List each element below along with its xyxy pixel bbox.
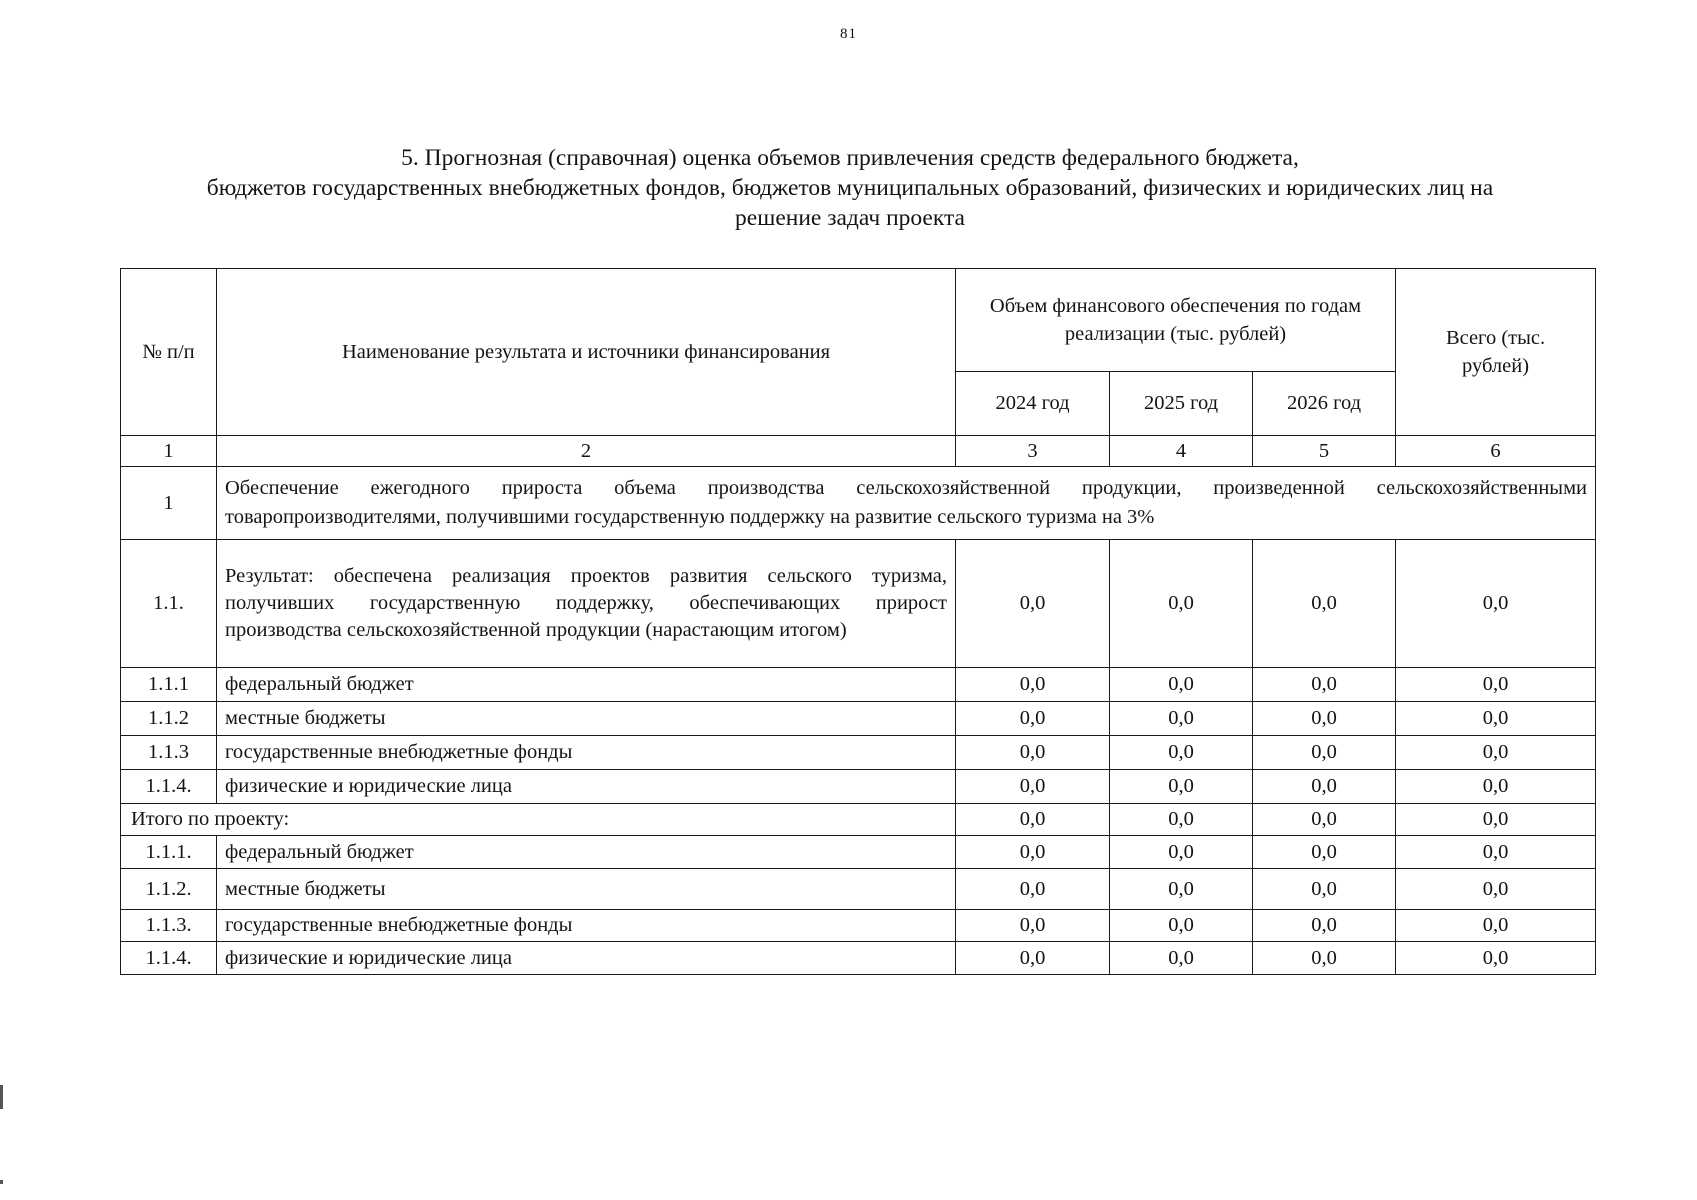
result-value-2026: 0,0	[1253, 540, 1396, 668]
table-row	[121, 736, 1596, 770]
row-value-2025: 0,0	[1110, 702, 1253, 736]
title-line-1: 5. Прогнозная (справочная) оценка объемов привлечения средств федерального бюджета,	[401, 145, 1299, 171]
row-num: 1.1.2	[121, 702, 217, 736]
total-label: Итого по проекту:	[121, 804, 956, 836]
row-num: 1.1.4.	[121, 942, 217, 975]
row-value-2026: 0,0	[1253, 836, 1396, 869]
result-value-2024: 0,0	[956, 540, 1110, 668]
row-source-name: местные бюджеты	[217, 869, 956, 910]
row-value-2025: 0,0	[1110, 942, 1253, 975]
row-value-2025: 0,0	[1110, 836, 1253, 869]
total-source-row	[121, 836, 1596, 869]
row-value-2026: 0,0	[1253, 668, 1396, 702]
column-number: 5	[1253, 436, 1396, 467]
total-row	[121, 804, 1596, 836]
row-value-2024: 0,0	[956, 942, 1110, 975]
header-year-2024: 2024 год	[956, 372, 1110, 436]
row-value-2026: 0,0	[1253, 770, 1396, 804]
header-name: Наименование результата и источники финансирования	[217, 269, 956, 436]
table-row	[121, 668, 1596, 702]
row-value-2024: 0,0	[956, 770, 1110, 804]
row-value-2024: 0,0	[956, 869, 1110, 910]
row-value-total: 0,0	[1396, 668, 1596, 702]
column-numbers-row	[121, 436, 1596, 467]
total-value-2024: 0,0	[956, 804, 1110, 836]
row-value-2026: 0,0	[1253, 702, 1396, 736]
row-source-name: федеральный бюджет	[217, 836, 956, 869]
row-value-total: 0,0	[1396, 770, 1596, 804]
row-num: 1.1.2.	[121, 869, 217, 910]
row-value-2024: 0,0	[956, 836, 1110, 869]
row-value-2026: 0,0	[1253, 942, 1396, 975]
row-source-name: федеральный бюджет	[217, 668, 956, 702]
column-number: 4	[1110, 436, 1253, 467]
result-row	[121, 540, 1596, 668]
header-volume: Объем финансового обеспечения по годам реализации (тыс. рублей)	[956, 269, 1396, 372]
column-number: 3	[956, 436, 1110, 467]
title-line-2: бюджетов государственных внебюджетных фондов, бюджетов муниципальных образований, физических и юридических лиц на	[206, 175, 1494, 201]
row-value-2024: 0,0	[956, 736, 1110, 770]
table-row	[121, 770, 1596, 804]
row-value-2026: 0,0	[1253, 736, 1396, 770]
row-num: 1.1.3	[121, 736, 217, 770]
result-value-2025: 0,0	[1110, 540, 1253, 668]
row-value-2025: 0,0	[1110, 869, 1253, 910]
result-text: Результат: обеспечена реализация проектов развития сельского туризма, получивших государственную поддержку, обеспечивающих прирост производства сельскохозяйственной продукции (нарастающим итогом)	[217, 540, 956, 668]
row-source-name: местные бюджеты	[217, 702, 956, 736]
table-row	[121, 702, 1596, 736]
row-num: 1.1.4.	[121, 770, 217, 804]
total-value-2026: 0,0	[1253, 804, 1396, 836]
result-num: 1.1.	[121, 540, 217, 668]
result-value-total: 0,0	[1396, 540, 1596, 668]
row-num: 1.1.1.	[121, 836, 217, 869]
section-row	[121, 467, 1596, 540]
scan-edge-mark	[0, 1180, 3, 1184]
row-source-name: государственные внебюджетные фонды	[217, 736, 956, 770]
row-value-2024: 0,0	[956, 668, 1110, 702]
row-value-total: 0,0	[1396, 942, 1596, 975]
column-number: 2	[217, 436, 956, 467]
header-total: Всего (тыс. рублей)	[1396, 269, 1596, 436]
column-number: 1	[121, 436, 217, 467]
row-value-total: 0,0	[1396, 836, 1596, 869]
row-value-2026: 0,0	[1253, 869, 1396, 910]
row-value-2025: 0,0	[1110, 910, 1253, 942]
row-value-2025: 0,0	[1110, 736, 1253, 770]
row-num: 1.1.1	[121, 668, 217, 702]
row-source-name: государственные внебюджетные фонды	[217, 910, 956, 942]
section-text: Обеспечение ежегодного прироста объема производства сельскохозяйственной продукции, произведенной сельскохозяйственными товаропроизводителями, получившими государственную поддержку на развитие сельского туризма на 3%	[217, 467, 1596, 540]
total-value-2025: 0,0	[1110, 804, 1253, 836]
section-num: 1	[121, 467, 217, 540]
row-value-2024: 0,0	[956, 910, 1110, 942]
row-value-2025: 0,0	[1110, 668, 1253, 702]
finance-table	[120, 268, 1596, 975]
row-source-name: физические и юридические лица	[217, 770, 956, 804]
row-value-2024: 0,0	[956, 702, 1110, 736]
section-title	[60, 143, 1640, 233]
total-source-row	[121, 869, 1596, 910]
total-source-row	[121, 942, 1596, 975]
scan-edge-mark	[0, 1085, 3, 1109]
row-value-total: 0,0	[1396, 702, 1596, 736]
total-source-row	[121, 910, 1596, 942]
header-year-2026: 2026 год	[1253, 372, 1396, 436]
row-source-name: физические и юридические лица	[217, 942, 956, 975]
column-number: 6	[1396, 436, 1596, 467]
row-value-total: 0,0	[1396, 910, 1596, 942]
header-num: № п/п	[121, 269, 217, 436]
row-value-total: 0,0	[1396, 869, 1596, 910]
page-number: 81	[840, 26, 857, 42]
title-line-3: решение задач проекта	[735, 205, 965, 231]
row-value-2026: 0,0	[1253, 910, 1396, 942]
row-value-2025: 0,0	[1110, 770, 1253, 804]
row-num: 1.1.3.	[121, 910, 217, 942]
header-year-2025: 2025 год	[1110, 372, 1253, 436]
row-value-total: 0,0	[1396, 736, 1596, 770]
total-value-total: 0,0	[1396, 804, 1596, 836]
